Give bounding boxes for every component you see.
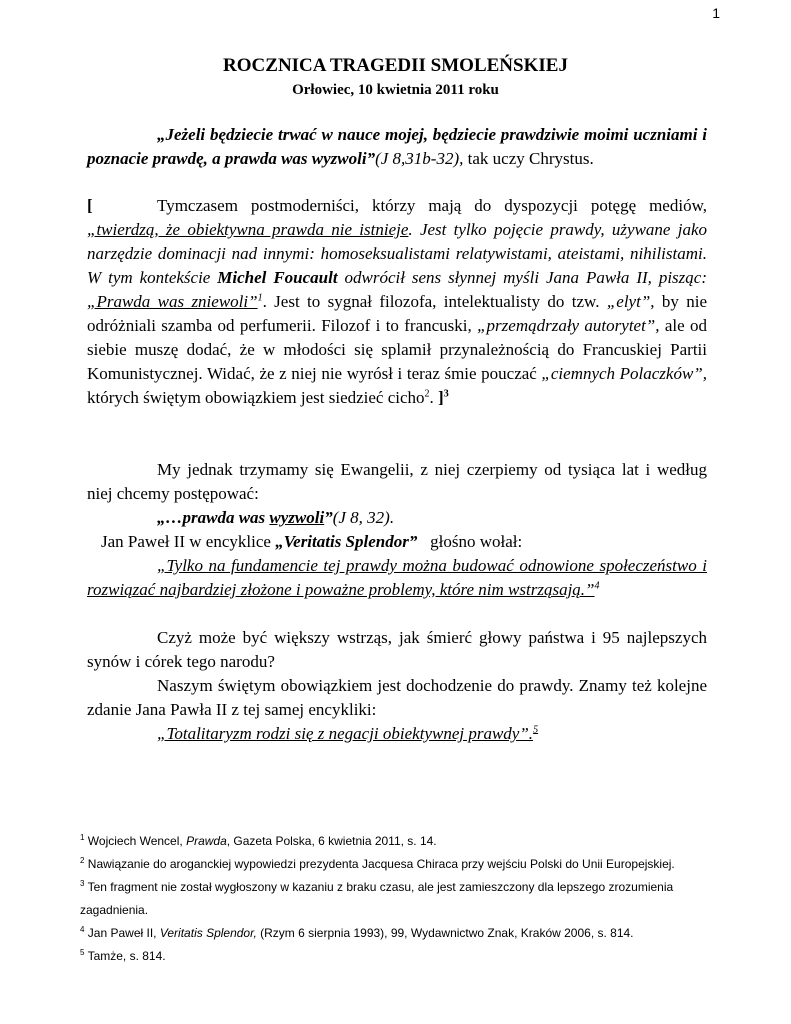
footnote-title: Veritatis Splendor, [159, 926, 257, 940]
opening-quote-rest: tak uczy Chrystus. [463, 149, 594, 168]
footnote-text: , Gazeta Polska, 6 kwietnia 2011, s. 14. [226, 834, 437, 848]
footnote-text: Wojciech Wencel, [84, 834, 187, 848]
quote-fragment: ” [324, 508, 333, 527]
gospel-paragraph: My jednak trzymamy się Ewangelii, z niej czerpiemy od tysiąca lat i według niej chcemy postępować: [87, 460, 707, 503]
text-fragment: których świętym obowiązkiem jest siedzieć cicho [87, 388, 425, 407]
wyzwoli-quote [87, 506, 707, 530]
quote-fragment: wyzwoli [269, 508, 325, 527]
footnote-5 [80, 945, 720, 968]
text-fragment: by nie odróżniali szamba od perfumerii. Filozof i to francuski, [87, 292, 707, 335]
text-fragment: Jan Paweł II w encyklice [101, 532, 276, 551]
footnote-4 [80, 922, 720, 945]
footnote-text: (Rzym 6 sierpnia 1993), 99, Wydawnictwo Znak, Kraków 2006, s. 814. [256, 926, 634, 940]
close-bracket: ] [438, 388, 444, 407]
footnote-number: 3 [80, 879, 85, 888]
quote-ref: (J 8, 32). [332, 508, 395, 527]
document-title: ROCZNICA TRAGEDII SMOLEŃSKIEJ [223, 55, 568, 76]
document-subtitle: Orłowiec, 10 kwietnia 2011 roku [292, 82, 499, 98]
footnote-number: 5 [80, 948, 85, 957]
footnote-2 [80, 853, 720, 876]
footnote-number: 4 [80, 925, 85, 934]
text-fragment: ale od siebie muszę dodać, że w młodości się splamił przynależnością do Francuskiej Partii Komunistycznej. Widać, że z niej nie wyrósł i teraz śmie pouczać [87, 316, 707, 383]
quote-fragment: „Tylko na fundamencie tej prawdy można budować odnowione społeczeństwo i rozwiązać najbardziej złożone i poważne problemy, które nim wstrząsają.” [87, 556, 707, 599]
footnote-1 [80, 830, 720, 853]
encyclical-title: „Veritatis Splendor” [275, 532, 418, 551]
text-fragment: odwrócił sens słynnej myśli Jana Pawła II, pisząc: [337, 268, 707, 287]
footnote-text: Jan Paweł II, [84, 926, 160, 940]
footnote-3 [80, 876, 720, 922]
footnotes [80, 830, 720, 968]
footnote-ref: 5 [533, 724, 539, 736]
footnote-number: 1 [80, 833, 85, 842]
text-fragment: . Jest to sygnał filozofa, intelektualisty do tzw. [262, 292, 607, 311]
text-fragment: głośno wołał: [417, 532, 523, 551]
footnote-text: Tamże, s. 814. [84, 949, 166, 963]
quote-fragment: „…prawda was [157, 508, 270, 527]
quote-fragment: „twierdzą, że obiektywna prawda nie istnieje [87, 220, 409, 239]
author-name: Michel Foucault [217, 268, 338, 287]
quote-fragment: „Prawda was zniewoli” [87, 292, 258, 311]
open-bracket: [ [87, 196, 93, 215]
opening-quote: „Jeżeli będziecie trwać w nauce mojej, będziecie prawdziwie moimi uczniami i poznacie prawdę, a prawda was wyzwoli” [87, 125, 707, 168]
duty-paragraph: Naszym świętym obowiązkiem jest dochodzenie do prawdy. Znamy też kolejne zdanie Jana Pawła II z tej samej encykliki: [87, 676, 707, 719]
footnote-ref: 1 [257, 292, 263, 304]
footnote-ref: 4 [594, 580, 600, 592]
quote-fragment: „ciemnych Polaczków”, [541, 364, 707, 383]
encyclical-line [87, 530, 707, 554]
quote-fragment: „elyt”, [606, 292, 655, 311]
quote-fragment: „przemądrzały autorytet”, [477, 316, 660, 335]
opening-quote-ref: (J 8,31b-32), [375, 149, 464, 168]
quote-fragment: „Totalitaryzm rodzi się z negacji obiektywnej prawdy”. [157, 724, 534, 743]
text-fragment: . [429, 388, 439, 407]
footnote-text: Ten fragment nie został wygłoszony w kazaniu z braku czasu, ale jest zamieszczony dla lepszego zrozumienia zagadnienia. [80, 880, 674, 917]
footnote-title: Prawda [186, 834, 227, 848]
footnote-text: Nawiązanie do aroganckiej wypowiedzi prezydenta Jacquesa Chiraca przy wejściu Polski do Unii Europejskiej. [84, 857, 675, 871]
footnote-ref: 2 [424, 388, 430, 400]
opening-quote-paragraph [87, 123, 707, 171]
footnote-ref: 3 [443, 388, 449, 400]
postmodernism-paragraph [87, 194, 707, 410]
text-fragment: . Jest tylko pojęcie prawdy, używane jako narzędzie dominacji nad innymi: homoseksualistami relatywistami, ateistami, nihilistami. W tym kontekście [87, 220, 707, 287]
fundament-quote [87, 554, 707, 602]
page-number: 1 [712, 5, 720, 21]
footnote-number: 2 [80, 856, 85, 865]
totalitarism-quote [87, 722, 707, 746]
text-fragment: Tymczasem postmoderniści, którzy mają do dyspozycji potęgę mediów, [157, 196, 707, 215]
question-paragraph: Czyż może być większy wstrząs, jak śmierć głowy państwa i 95 najlepszych synów i córek tego narodu? [87, 628, 707, 671]
